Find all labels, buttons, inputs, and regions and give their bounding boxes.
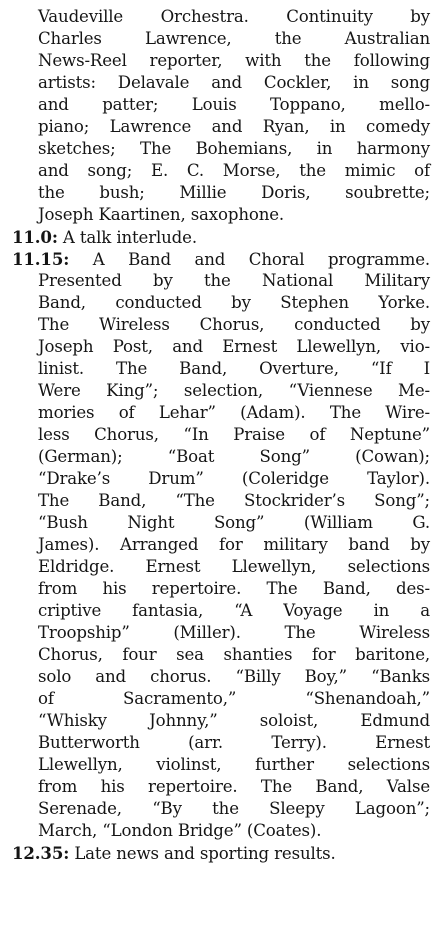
text-line: Chorus, four sea shanties for baritone,: [38, 645, 430, 664]
text-line: linist. The Band, Overture, “If I: [38, 359, 430, 378]
text-line: “Drake’s Drum” (Coleridge Taylor).: [38, 469, 430, 488]
time-label: 12.35:: [12, 843, 70, 863]
text-line: Serenade, “By the Sleepy Lagoon”;: [38, 799, 430, 818]
vaudeville-paragraph: [0, 6, 442, 226]
text-line: from his repertoire. The Band, des-: [38, 579, 430, 598]
text-line: The Band, “The Stockrider’s Song”;: [38, 491, 430, 510]
text-line: from his repertoire. The Band, Valse: [38, 777, 430, 796]
text-line: sketches; The Bohemians, in harmony: [38, 139, 430, 158]
text-line: of Sacramento,” “Shenandoah,”: [38, 689, 430, 708]
text-line: Charles Lawrence, the Australian: [38, 29, 430, 48]
text-line: “Whisky Johnny,” soloist, Edmund: [38, 711, 430, 730]
text-line: The Wireless Chorus, conducted by: [38, 315, 430, 334]
text-line: Eldridge. Ernest Llewellyn, selections: [38, 557, 430, 576]
text-line: News-Reel reporter, with the following: [38, 51, 430, 70]
text-line: “Bush Night Song” (William G.: [38, 513, 430, 532]
text-line: Presented by the National Military: [38, 271, 430, 290]
text-line: Joseph Kaartinen, saxophone.: [38, 205, 285, 224]
time-label: 11.0:: [12, 227, 58, 247]
text-line: Troopship” (Miller). The Wireless: [38, 623, 430, 642]
program-item-1115: [0, 248, 442, 842]
text-line: March, “London Bridge” (Coates).: [38, 821, 322, 840]
text-line: and patter; Louis Toppano, mello-: [38, 95, 430, 114]
program-item-1235: [0, 842, 442, 864]
text-line: solo and chorus. “Billy Boy,” “Banks: [38, 667, 430, 686]
item-text: Late news and sporting results.: [74, 844, 336, 863]
time-label: 11.15:: [12, 249, 70, 269]
text-line: Vaudeville Orchestra. Continuity by: [38, 7, 430, 26]
program-listing: [0, 6, 442, 864]
text-line: Llewellyn, violinst, further selections: [38, 755, 430, 774]
text-line: (German); “Boat Song” (Cowan);: [38, 447, 430, 466]
text-line: criptive fantasia, “A Voyage in a: [38, 601, 430, 620]
text-line: mories of Lehar” (Adam). The Wire-: [38, 403, 430, 422]
text-line: the bush; Millie Doris, soubrette;: [38, 183, 430, 202]
text-line: artists: Delavale and Cockler, in song: [38, 73, 430, 92]
item-text: A talk interlude.: [62, 228, 197, 247]
item-text: A Band and Choral programme.: [92, 250, 431, 269]
item-heading-line: [0, 248, 430, 270]
text-line: Butterworth (arr. Terry). Ernest: [38, 733, 430, 752]
text-line: Band, conducted by Stephen Yorke.: [38, 293, 430, 312]
text-line: Joseph Post, and Ernest Llewellyn, vio-: [38, 337, 430, 356]
program-item-1100: [0, 226, 442, 248]
text-line: piano; Lawrence and Ryan, in comedy: [38, 117, 430, 136]
text-line: Were King”; selection, “Viennese Me-: [38, 381, 430, 400]
text-line: James). Arranged for military band by: [38, 535, 430, 554]
text-line: and song; E. C. Morse, the mimic of: [38, 161, 430, 180]
text-line: less Chorus, “In Praise of Neptune”: [38, 425, 430, 444]
